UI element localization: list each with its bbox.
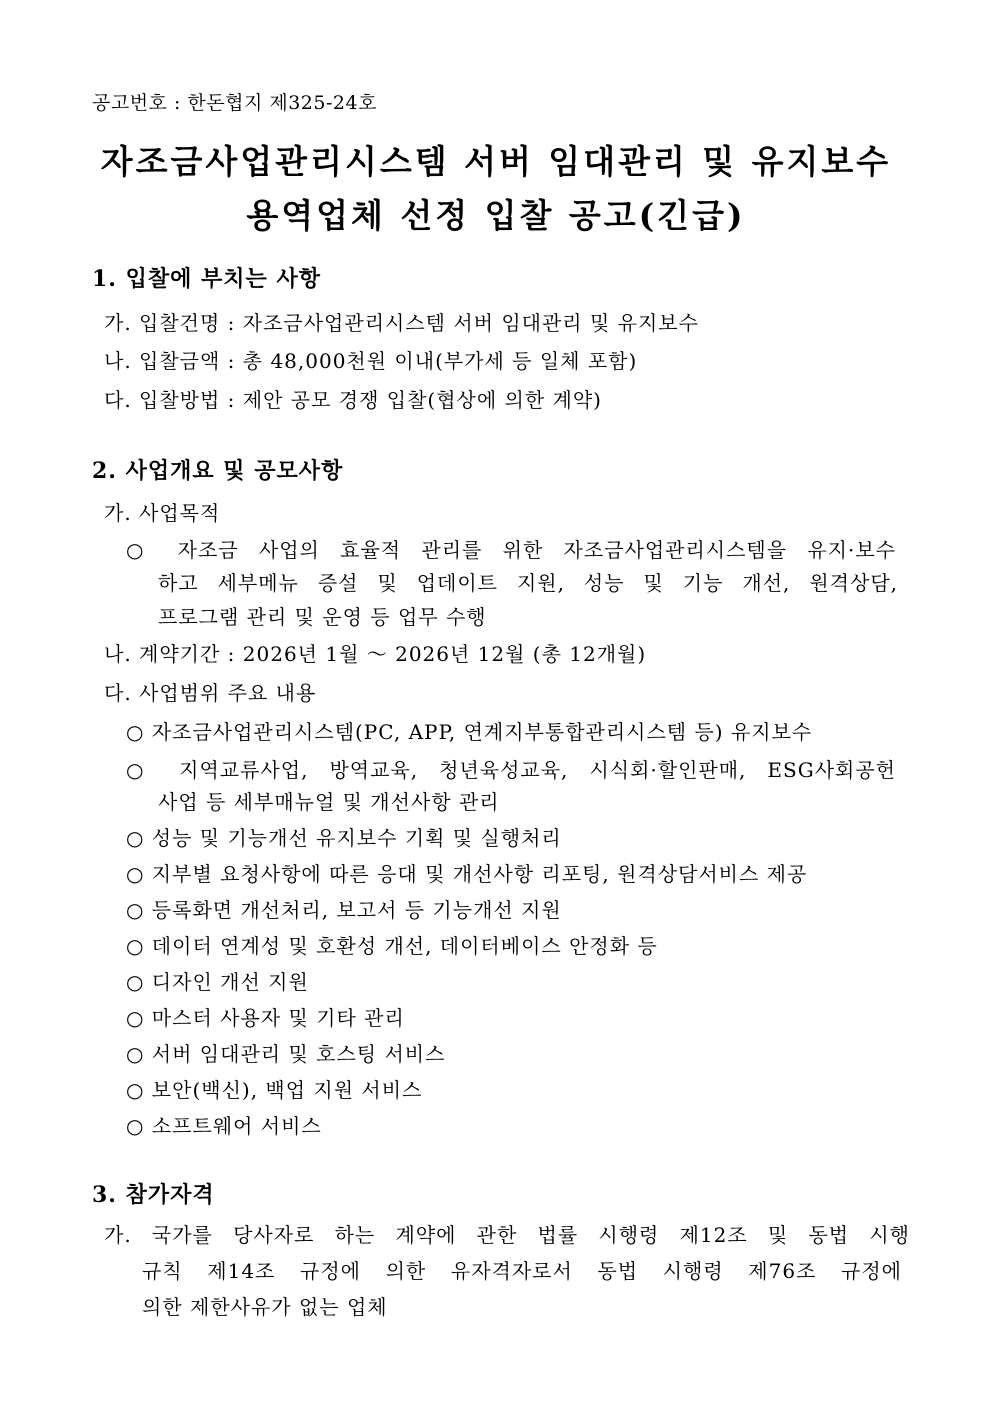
- document-title-line1: 자조금사업관리시스템 서버 임대관리 및 유지보수: [100, 142, 892, 181]
- scope-item: ○ 소프트웨어 서비스: [126, 1114, 322, 1138]
- scope-item: ○ 지부별 요청사항에 따른 응대 및 개선사항 리포팅, 원격상담서비스 제공: [126, 862, 808, 886]
- section3-heading: 3. 참가자격: [92, 1182, 215, 1208]
- purpose-line: 프로그램 관리 및 운영 등 업무 수행: [158, 605, 487, 629]
- qualification-line: 가. 국가를 당사자로 하는 계약에 관한 법률 시행령 제12조 및 동법 시행: [104, 1223, 910, 1247]
- notice-number: 공고번호 : 한돈협지 제325-24호: [92, 92, 377, 114]
- scope-item: ○ 성능 및 기능개선 유지보수 기획 및 실행처리: [126, 826, 562, 850]
- qualification-line: 의한 제한사유가 없는 업체: [142, 1295, 388, 1319]
- scope-item: ○ 자조금사업관리시스템(PC, APP, 연계지부통합관리시스템 등) 유지보수: [126, 720, 813, 744]
- scope-item: ○ 등록화면 개선처리, 보고서 등 기능개선 지원: [126, 898, 562, 922]
- bid-amount: 나. 입찰금액 : 총 48,000천원 이내(부가세 등 일체 포함): [104, 349, 638, 373]
- scope-item: ○ 마스터 사용자 및 기타 관리: [126, 1006, 405, 1030]
- purpose-line: ○ 자조금 사업의 효율적 관리를 위한 자조금사업관리시스템을 유지·보수: [126, 538, 896, 562]
- purpose-line: 하고 세부메뉴 증설 및 업데이트 지원, 성능 및 기능 개선, 원격상담,: [158, 571, 898, 595]
- bid-method: 다. 입찰방법 : 제안 공모 경쟁 입찰(협상에 의한 계약): [104, 388, 602, 412]
- scope-item: ○ 서버 임대관리 및 호스팅 서비스: [126, 1042, 446, 1066]
- scope-item-continued: 사업 등 세부매뉴얼 및 개선사항 관리: [158, 790, 500, 814]
- document-title-line2: 용역업체 선정 입찰 공고(긴급): [246, 196, 746, 235]
- bid-name: 가. 입찰건명 : 자조금사업관리시스템 서버 임대관리 및 유지보수: [104, 311, 699, 335]
- scope-item: ○ 디자인 개선 지원: [126, 970, 309, 994]
- section1-heading: 1. 입찰에 부치는 사항: [92, 266, 321, 292]
- scope-item: ○ 보안(백신), 백업 지원 서비스: [126, 1078, 423, 1102]
- scope-item: ○ 데이터 연계성 및 호환성 개선, 데이터베이스 안정화 등: [126, 934, 658, 958]
- section2-heading: 2. 사업개요 및 공모사항: [92, 458, 344, 484]
- scope-label: 다. 사업범위 주요 내용: [104, 681, 317, 705]
- purpose-label: 가. 사업목적: [104, 501, 221, 525]
- qualification-line: 규칙 제14조 규정에 의한 유자격자로서 동법 시행령 제76조 규정에: [142, 1259, 902, 1283]
- scope-item: ○ 지역교류사업, 방역교육, 청년육성교육, 시식회·할인판매, ESG사회공헌: [126, 758, 896, 782]
- contract-period: 나. 계약기간 : 2026년 1월 ～ 2026년 12월 (총 12개월): [104, 642, 647, 666]
